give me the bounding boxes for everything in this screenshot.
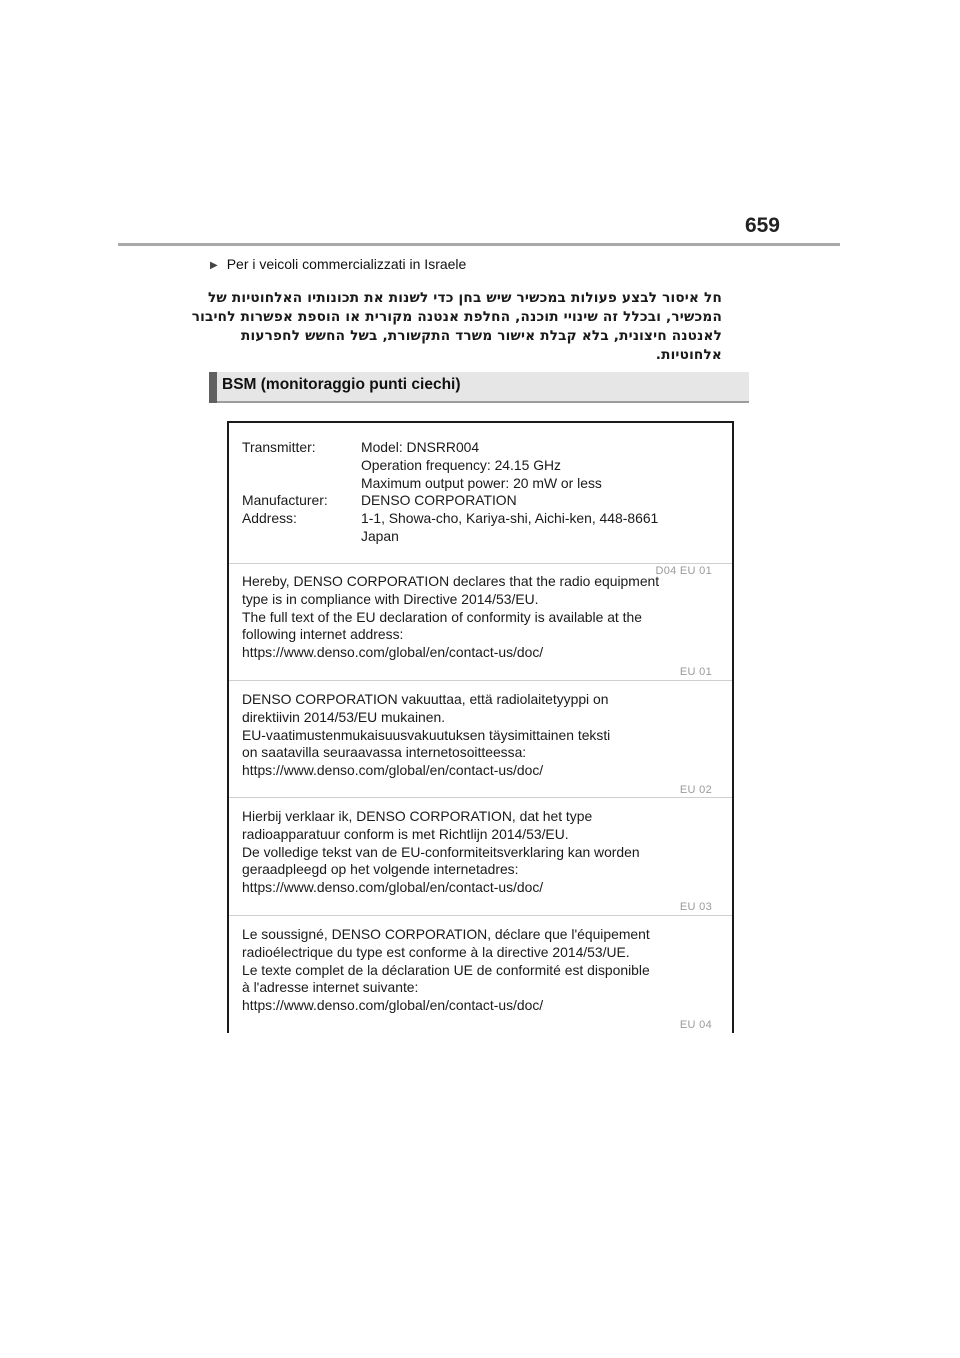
header-rule [118, 243, 840, 246]
spec-key: Manufacturer: [242, 492, 328, 509]
manufacturer-row [229, 492, 732, 510]
spec-key-blank [242, 475, 361, 493]
divider [229, 680, 732, 681]
label-code: EU 03 [679, 901, 712, 913]
declaration-finnish [229, 691, 732, 796]
declaration-url: https://www.denso.com/global/en/contact-us/doc/ [242, 644, 544, 661]
divider [229, 915, 732, 916]
spec-value: Maximum output power: 20 mW or less [361, 474, 602, 491]
declaration-url: https://www.denso.com/global/en/contact-us/doc/ [242, 762, 544, 779]
spec-row [229, 457, 732, 475]
hebrew-line: חל איסור לבצע פעולות במכשיר שיש בחן כדי לשנות את תכונותיו האלחוטיות של [208, 290, 722, 306]
declaration-line: radioapparatuur conform is met Richtlijn 2014/53/EU. [242, 825, 569, 842]
declaration-line: Le texte complet de la déclaration UE de conformité est disponible [242, 961, 650, 978]
spec-value: Japan [361, 527, 399, 544]
hebrew-notice [191, 289, 722, 365]
transmitter-row [229, 439, 732, 457]
hebrew-line: המכשיר, ובכלל זה שינויי תוכנה, החלפת אנטנה מקורית או הוספת אפשרות לחיבור [191, 309, 722, 325]
section-header-bar [209, 372, 217, 403]
section-header [209, 372, 749, 403]
declaration-line: à l'adresse internet suivante: [242, 979, 419, 996]
declaration-line: De volledige tekst van de EU-conformiteitsverklaring kan worden [242, 843, 640, 860]
spec-key-blank [242, 528, 361, 546]
spec-value: DENSO CORPORATION [361, 492, 517, 509]
spec-key: Transmitter: [242, 439, 316, 455]
note-text: Per i veicoli commercializzati in Israele [226, 256, 467, 272]
declaration-line: EU-vaatimustenmukaisuusvakuutuksen täysimittainen teksti [242, 726, 611, 743]
divider [229, 797, 732, 798]
spec-key-blank [242, 457, 361, 475]
declaration-french [229, 926, 732, 1031]
spec-row [229, 475, 732, 493]
spec-row [229, 528, 732, 546]
note-line [210, 256, 466, 272]
declaration-english [229, 573, 732, 678]
label-code: EU 01 [679, 666, 712, 678]
declaration-line: Hierbij verklaar ik, DENSO CORPORATION, dat het type [242, 808, 593, 824]
hebrew-line: אלחוטיות. [655, 347, 722, 363]
declaration-line: direktiivin 2014/53/EU mukainen. [242, 708, 446, 725]
declaration-url: https://www.denso.com/global/en/contact-us/doc/ [242, 879, 544, 896]
regulatory-label [227, 421, 734, 1033]
triangle-bullet-icon: ▶ [210, 260, 218, 271]
declaration-line: Hereby, DENSO CORPORATION declares that the radio equipment [242, 573, 660, 589]
declaration-url: https://www.denso.com/global/en/contact-us/doc/ [242, 997, 544, 1014]
declaration-line: The full text of the EU declaration of conformity is available at the [242, 608, 642, 625]
declaration-line: DENSO CORPORATION vakuuttaa, että radiolaitetyyppi on [242, 691, 609, 707]
spec-value: Model: DNSRR004 [361, 439, 480, 455]
page-number: 659 [744, 214, 780, 237]
declaration-line: radioélectrique du type est conforme à la directive 2014/53/UE. [242, 943, 630, 960]
section-title: BSM (monitoraggio punti ciechi) [222, 376, 461, 393]
declaration-line: type is in compliance with Directive 2014/53/EU. [242, 590, 539, 607]
declaration-line: geraadpleegd op het volgende internetadres: [242, 861, 519, 878]
label-code: D04 EU 01 [655, 565, 712, 577]
spec-value: Operation frequency: 24.15 GHz [361, 456, 561, 473]
declaration-dutch [229, 808, 732, 913]
label-code: EU 04 [679, 1019, 712, 1031]
divider [229, 563, 732, 564]
declaration-line: on saatavilla seuraavassa internetosoitteessa: [242, 744, 527, 761]
declaration-line: Le soussigné, DENSO CORPORATION, déclare que l'équipement [242, 926, 650, 942]
transmitter-spec [229, 439, 732, 577]
label-code: EU 02 [679, 784, 712, 796]
spec-value: 1-1, Showa-cho, Kariya-shi, Aichi-ken, 448-8661 [361, 510, 659, 527]
declaration-line: following internet address: [242, 626, 404, 643]
spec-key: Address: [242, 510, 297, 527]
address-row [229, 510, 732, 528]
hebrew-line: לאנטנה חיצונית, בלא קבלת אישור משרד התקשורת, בשל החשש לחפרעות [241, 328, 722, 344]
